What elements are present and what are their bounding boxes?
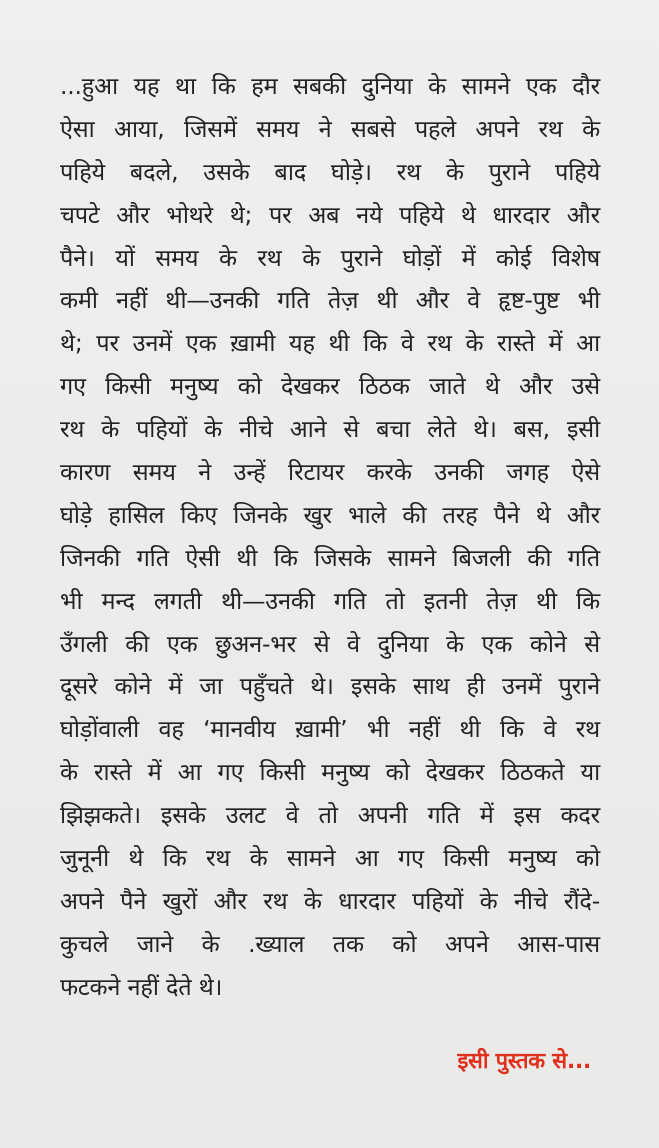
passage-line: अपने पैने खुरों और रथ के धारदार पहियों के नीचे रौंदे- bbox=[60, 886, 600, 915]
passage-line: दूसरे कोने में जा पहुँचते थे। इसके साथ ही उनमें पुराने bbox=[60, 672, 600, 701]
passage-line: घोड़े हासिल किए जिनके खुर भाले की तरह पैने थे और bbox=[60, 500, 600, 529]
passage-line: कमी नहीं थी—उनकी गति तेज़ थी और वे हृष्ट-पुष्ट भी bbox=[60, 286, 600, 315]
passage-line: घोड़ोंवाली वह ‘मानवीय ख़ामी’ भी नहीं थी कि वे रथ bbox=[60, 715, 600, 744]
passage-line: उँगली की एक छुअन-भर से वे दुनिया के एक कोने से bbox=[60, 629, 600, 658]
passage-line: भी मन्द लगती थी—उनकी गति तो इतनी तेज़ थी कि bbox=[60, 586, 600, 615]
passage-line: ऐसा आया, जिसमें समय ने सबसे पहले अपने रथ के bbox=[60, 114, 600, 143]
passage-line: पहिये बदले, उसके बाद घोड़े। रथ के पुराने पहिये bbox=[60, 157, 600, 186]
passage-line: गए किसी मनुष्य को देखकर ठिठक जाते थे और उसे bbox=[60, 372, 600, 401]
passage-line: चपटे और भोथरे थे; पर अब नये पहिये थे धारदार और bbox=[60, 200, 600, 229]
passage-line: थे; पर उनमें एक ख़ामी यह थी कि वे रथ के रास्ते में आ bbox=[60, 329, 600, 358]
passage-line: कारण समय ने उन्हें रिटायर करके उनकी जगह ऐसे bbox=[60, 458, 600, 487]
passage-line-last: फटकने नहीं देते थे। bbox=[60, 972, 223, 1001]
passage-line: के रास्ते में आ गए किसी मनुष्य को देखकर ठिठकते या bbox=[60, 758, 600, 787]
passage-line: ...हुआ यह था कि हम सबकी दुनिया के सामने एक दौर bbox=[60, 72, 600, 100]
excerpt-passage bbox=[60, 65, 600, 1009]
passage-line: रथ के पहियों के नीचे आने से बचा लेते थे। बस, इसी bbox=[60, 415, 600, 444]
passage-line: कुचले जाने के .ख्याल तक को अपने आस-पास bbox=[60, 929, 600, 958]
passage-line: जिनकी गति ऐसी थी कि जिसके सामने बिजली की गति bbox=[60, 543, 600, 572]
passage-line: झिझकते। इसके उलट वे तो अपनी गति में इस कदर bbox=[60, 801, 600, 830]
passage-line: जुनूनी थे कि रथ के सामने आ गए किसी मनुष्य को bbox=[60, 844, 600, 873]
passage-line: पैने। यों समय के रथ के पुराने घोड़ों में कोई विशेष bbox=[60, 243, 600, 272]
source-note: इसी पुस्तक से... bbox=[457, 1049, 591, 1074]
